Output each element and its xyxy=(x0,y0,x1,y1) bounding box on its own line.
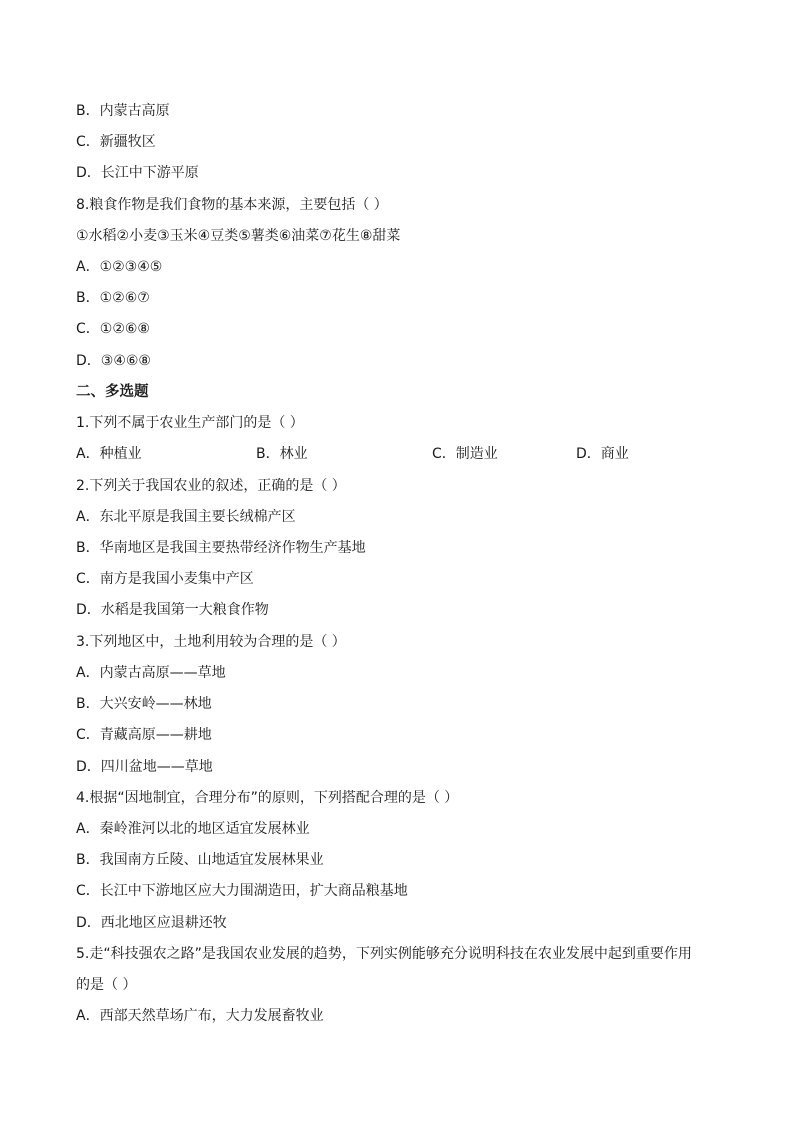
q8-option-c: C．①②⑥⑧ xyxy=(76,321,150,337)
mc-q2-option-b: B．华南地区是我国主要热带经济作物生产基地 xyxy=(76,540,366,556)
mc-question-3: 3.下列地区中，土地利用较为合理的是（ ） xyxy=(76,634,346,650)
mc-q4-option-c: C．长江中下游地区应大力围湖造田，扩大商品粮基地 xyxy=(76,883,408,899)
mc-question-5-continued: 的是（ ） xyxy=(76,977,137,993)
option-c-xinjiang: C．新疆牧区 xyxy=(76,134,156,150)
mc-q3-option-b: B．大兴安岭——林地 xyxy=(76,696,212,712)
mc-q1-option-c: C．制造业 xyxy=(432,446,498,462)
option-b-inner-mongolia: B．内蒙古高原 xyxy=(76,103,170,119)
mc-q4-option-a: A．秦岭淮河以北的地区适宜发展林业 xyxy=(76,821,310,837)
q8-option-b: B．①②⑥⑦ xyxy=(76,290,150,306)
mc-q4-option-b: B．我国南方丘陵、山地适宜发展林果业 xyxy=(76,852,324,868)
mc-question-5: 5.走“科技强农之路”是我国农业发展的趋势，下列实例能够充分说明科技在农业发展中起到重要作用 xyxy=(76,946,692,962)
mc-q5-option-a: A．西部天然草场广布，大力发展畜牧业 xyxy=(76,1008,324,1024)
question-8-items: ①水稻②小麦③玉米④豆类⑤薯类⑥油菜⑦花生⑧甜菜 xyxy=(76,228,401,244)
section-heading-multiple-choice: 二、多选题 xyxy=(76,384,149,400)
mc-q2-option-c: C．南方是我国小麦集中产区 xyxy=(76,571,254,587)
mc-question-2: 2.下列关于我国农业的叙述，正确的是（ ） xyxy=(76,478,346,494)
mc-question-1: 1.下列不属于农业生产部门的是（ ） xyxy=(76,415,304,431)
mc-q2-option-d: D．水稻是我国第一大粮食作物 xyxy=(76,602,269,618)
mc-q1-option-d: D．商业 xyxy=(576,446,629,462)
mc-q4-option-d: D．西北地区应退耕还牧 xyxy=(76,915,227,931)
mc-q3-option-a: A．内蒙古高原——草地 xyxy=(76,665,226,681)
mc-q3-option-d: D．四川盆地——草地 xyxy=(76,759,213,775)
q8-option-d: D．③④⑥⑧ xyxy=(76,353,151,369)
question-8: 8.粮食作物是我们食物的基本来源，主要包括（ ） xyxy=(76,197,388,213)
mc-q1-option-a: A．种植业 xyxy=(76,446,142,462)
q8-option-a: A．①②③④⑤ xyxy=(76,259,163,275)
mc-question-4: 4.根据“因地制宜，合理分布”的原则，下列搭配合理的是（ ） xyxy=(76,790,459,806)
option-d-yangtze: D．长江中下游平原 xyxy=(76,165,199,181)
mc-q3-option-c: C．青藏高原——耕地 xyxy=(76,727,212,743)
mc-q1-option-b: B．林业 xyxy=(256,446,308,462)
mc-q2-option-a: A．东北平原是我国主要长绒棉产区 xyxy=(76,509,296,525)
